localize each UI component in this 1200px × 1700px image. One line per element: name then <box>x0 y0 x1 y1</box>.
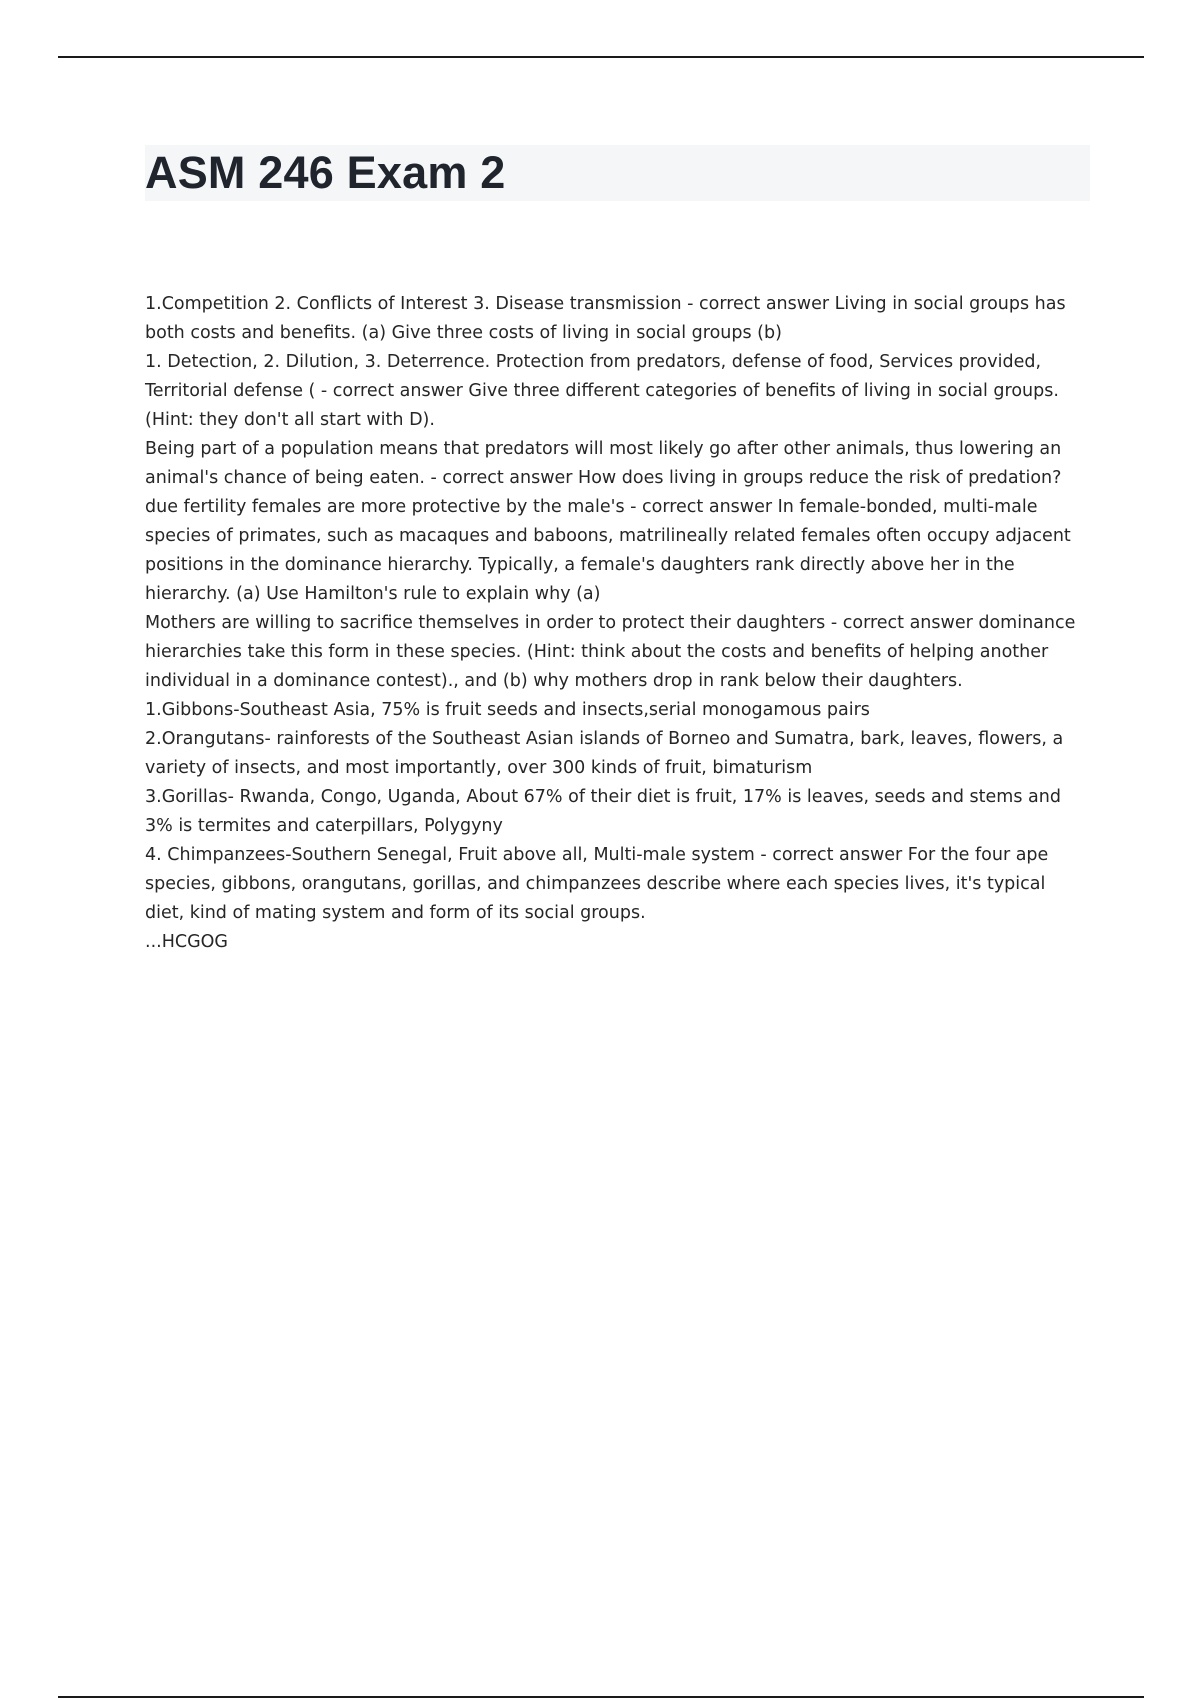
ape-entry-orangutans: 2.Orangutans- rainforests of the Southeast Asian islands of Borneo and Sumatra, bark, leaves, flowers, a variety of insects, and most importantly, over 300 kinds of fruit, bimaturism <box>145 729 1064 778</box>
ape-entry-gibbons: 1.Gibbons-Southeast Asia, 75% is fruit seeds and insects,serial monogamous pairs <box>145 700 870 720</box>
qa-entry-5: Mothers are willing to sacrifice themselves in order to protect their daughters - correct answer dominance hierarchies take this form in these species. (Hint: think about the costs and benefits of helping another individual in a dominance contest)., and (b) why mothers drop in rank below their daughters. <box>145 613 1076 691</box>
document-body <box>145 290 1090 957</box>
truncated-footer-text: ...HCGOG <box>145 932 228 952</box>
qa-entry-2: 1. Detection, 2. Dilution, 3. Deterrence. Protection from predators, defense of food, Services provided, Territorial defense ( - correct answer Give three different categories of benefits of living in social groups. (Hint: they don't all start with D). <box>145 352 1059 430</box>
ape-entry-chimpanzees: 4. Chimpanzees-Southern Senegal, Fruit above all, Multi-male system - correct answer For the four ape species, gibbons, orangutans, gorillas, and chimpanzees describe where each species lives, it's typical diet, kind of mating system and form of its social groups. <box>145 845 1049 923</box>
document-title: ASM 246 Exam 2 <box>145 147 506 198</box>
qa-entry-4: due fertility females are more protective by the male's - correct answer In female-bonded, multi-male species of primates, such as macaques and baboons, matrilineally related females often occupy adjacent positions in the dominance hierarchy. Typically, a female's daughters rank directly above her in the hierarchy. (a) Use Hamilton's rule to explain why (a) <box>145 497 1071 604</box>
ape-entry-gorillas: 3.Gorillas- Rwanda, Congo, Uganda, About 67% of their diet is fruit, 17% is leaves, seeds and stems and 3% is termites and caterpillars, Polygyny <box>145 787 1061 836</box>
qa-entry-1: 1.Competition 2. Conflicts of Interest 3. Disease transmission - correct answer Living in social groups has both costs and benefits. (a) Give three costs of living in social groups (b) <box>145 294 1066 343</box>
bottom-rule <box>58 1696 1144 1698</box>
top-rule <box>58 56 1144 58</box>
qa-entry-3: Being part of a population means that predators will most likely go after other animals, thus lowering an animal's chance of being eaten. - correct answer How does living in groups reduce the risk of predation? <box>145 439 1062 488</box>
